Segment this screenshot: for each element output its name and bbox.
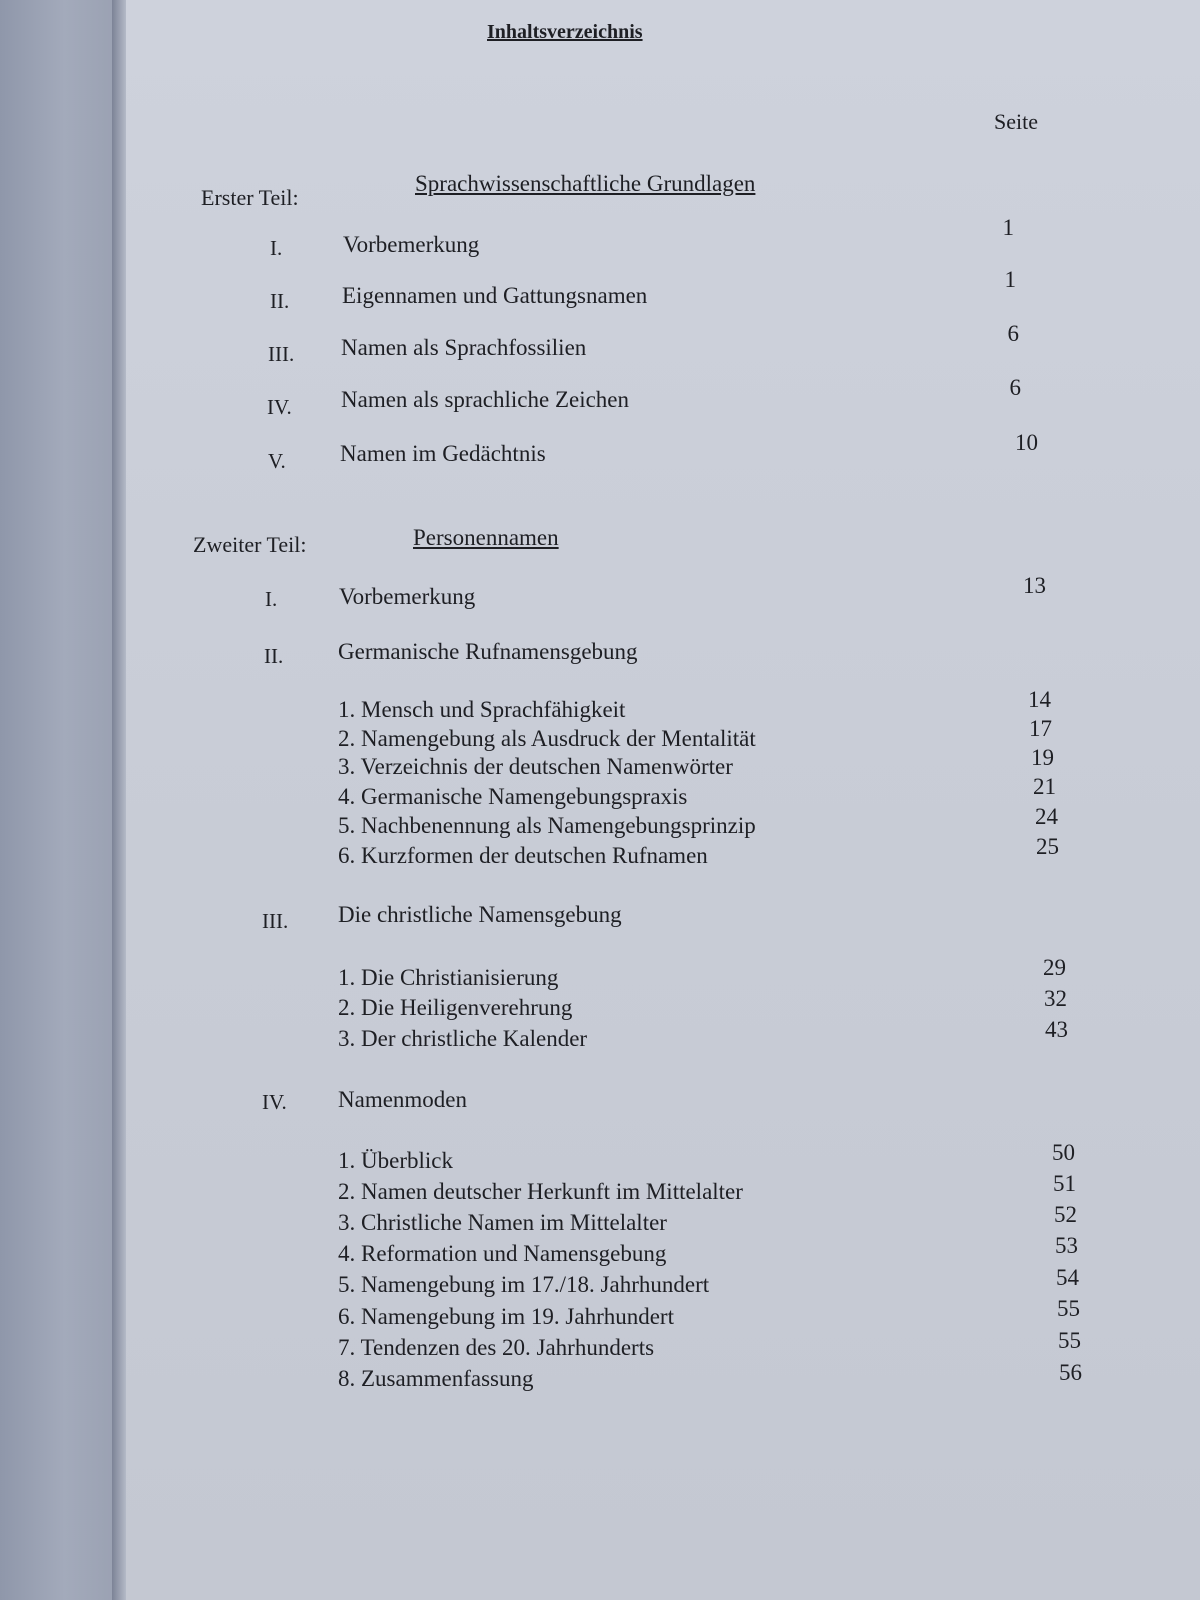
page-number: 54	[1056, 1265, 1079, 1290]
section-title: 3. Verzeichnis der deutschen Namenwörter	[338, 754, 733, 779]
section-title: 1. Mensch und Sprachfähigkeit	[338, 697, 626, 722]
page-number: 50	[1052, 1140, 1075, 1165]
page-number: 55	[1057, 1296, 1080, 1321]
chapter-title: Namen im Gedächtnis	[340, 441, 546, 466]
chapter-numeral: III.	[268, 342, 295, 366]
page-number: 21	[1033, 774, 1056, 799]
chapter-title: Namenmoden	[338, 1087, 468, 1112]
part-title: Personennamen	[413, 525, 559, 550]
section-title: 3. Christliche Namen im Mittelalter	[338, 1210, 667, 1235]
page-number: 6	[1007, 321, 1019, 346]
part-title: Sprachwissenschaftliche Grundlagen	[415, 171, 756, 196]
page-number: 1	[1002, 215, 1014, 240]
section-title: 6. Namengebung im 19. Jahrhundert	[338, 1304, 674, 1329]
section-title: 8. Zusammenfassung	[338, 1366, 534, 1391]
chapter-title: Die christliche Namensgebung	[338, 902, 622, 927]
page-number: 53	[1055, 1233, 1078, 1258]
chapter-numeral: V.	[268, 449, 286, 473]
chapter-numeral: IV.	[267, 395, 292, 419]
page-number: 43	[1045, 1017, 1068, 1042]
page-number: 13	[1023, 573, 1046, 598]
section-title: 1. Die Christianisierung	[338, 965, 559, 990]
section-title: 5. Namengebung im 17./18. Jahrhundert	[338, 1272, 710, 1297]
toc-title: Inhaltsverzeichnis	[487, 21, 643, 43]
chapter-numeral: IV.	[262, 1090, 287, 1114]
section-title: 7. Tendenzen des 20. Jahrhunderts	[338, 1335, 655, 1360]
section-title: 3. Der christliche Kalender	[338, 1026, 588, 1051]
page-number: 24	[1035, 804, 1058, 829]
book-gutter	[112, 0, 126, 1600]
chapter-title: Eigennamen und Gattungsnamen	[342, 283, 648, 308]
chapter-numeral: II.	[270, 289, 290, 313]
left-page-edge	[0, 0, 118, 1600]
section-title: 4. Reformation und Namensgebung	[338, 1241, 667, 1266]
page-number: 29	[1043, 955, 1066, 980]
chapter-numeral: III.	[262, 909, 289, 933]
section-title: 4. Germanische Namengebungspraxis	[338, 784, 688, 809]
chapter-numeral: II.	[264, 644, 284, 668]
page-number: 32	[1044, 986, 1067, 1011]
page-number: 17	[1029, 716, 1052, 741]
chapter-title: Namen als sprachliche Zeichen	[341, 387, 630, 412]
page-number: 1	[1004, 267, 1016, 292]
section-title: 2. Namen deutscher Herkunft im Mittelalter	[338, 1179, 743, 1204]
page-number: 25	[1036, 834, 1059, 859]
section-title: 6. Kurzformen der deutschen Rufnamen	[338, 843, 708, 868]
part-label: Zweiter Teil:	[193, 532, 307, 557]
page-number: 6	[1009, 375, 1021, 400]
page-number: 55	[1058, 1328, 1081, 1353]
section-title: 2. Namengebung als Ausdruck der Mentalität	[338, 726, 756, 751]
page-number: 10	[1015, 430, 1038, 455]
chapter-numeral: I.	[265, 587, 278, 611]
page-column-label: Seite	[994, 109, 1038, 134]
section-title: 5. Nachbenennung als Namengebungsprinzip	[338, 813, 756, 838]
page-number: 19	[1031, 745, 1054, 770]
chapter-numeral: I.	[270, 236, 283, 260]
page-number: 56	[1059, 1360, 1082, 1385]
section-title: 2. Die Heiligenverehrung	[338, 995, 573, 1020]
page-number: 51	[1053, 1171, 1076, 1196]
chapter-title: Vorbemerkung	[343, 232, 480, 257]
section-title: 1. Überblick	[338, 1148, 453, 1173]
chapter-title: Germanische Rufnamensgebung	[338, 639, 638, 664]
part-label: Erster Teil:	[201, 185, 299, 210]
page-number: 14	[1028, 687, 1051, 712]
page-number: 52	[1054, 1202, 1077, 1227]
chapter-title: Namen als Sprachfossilien	[341, 335, 587, 360]
chapter-title: Vorbemerkung	[339, 584, 476, 609]
